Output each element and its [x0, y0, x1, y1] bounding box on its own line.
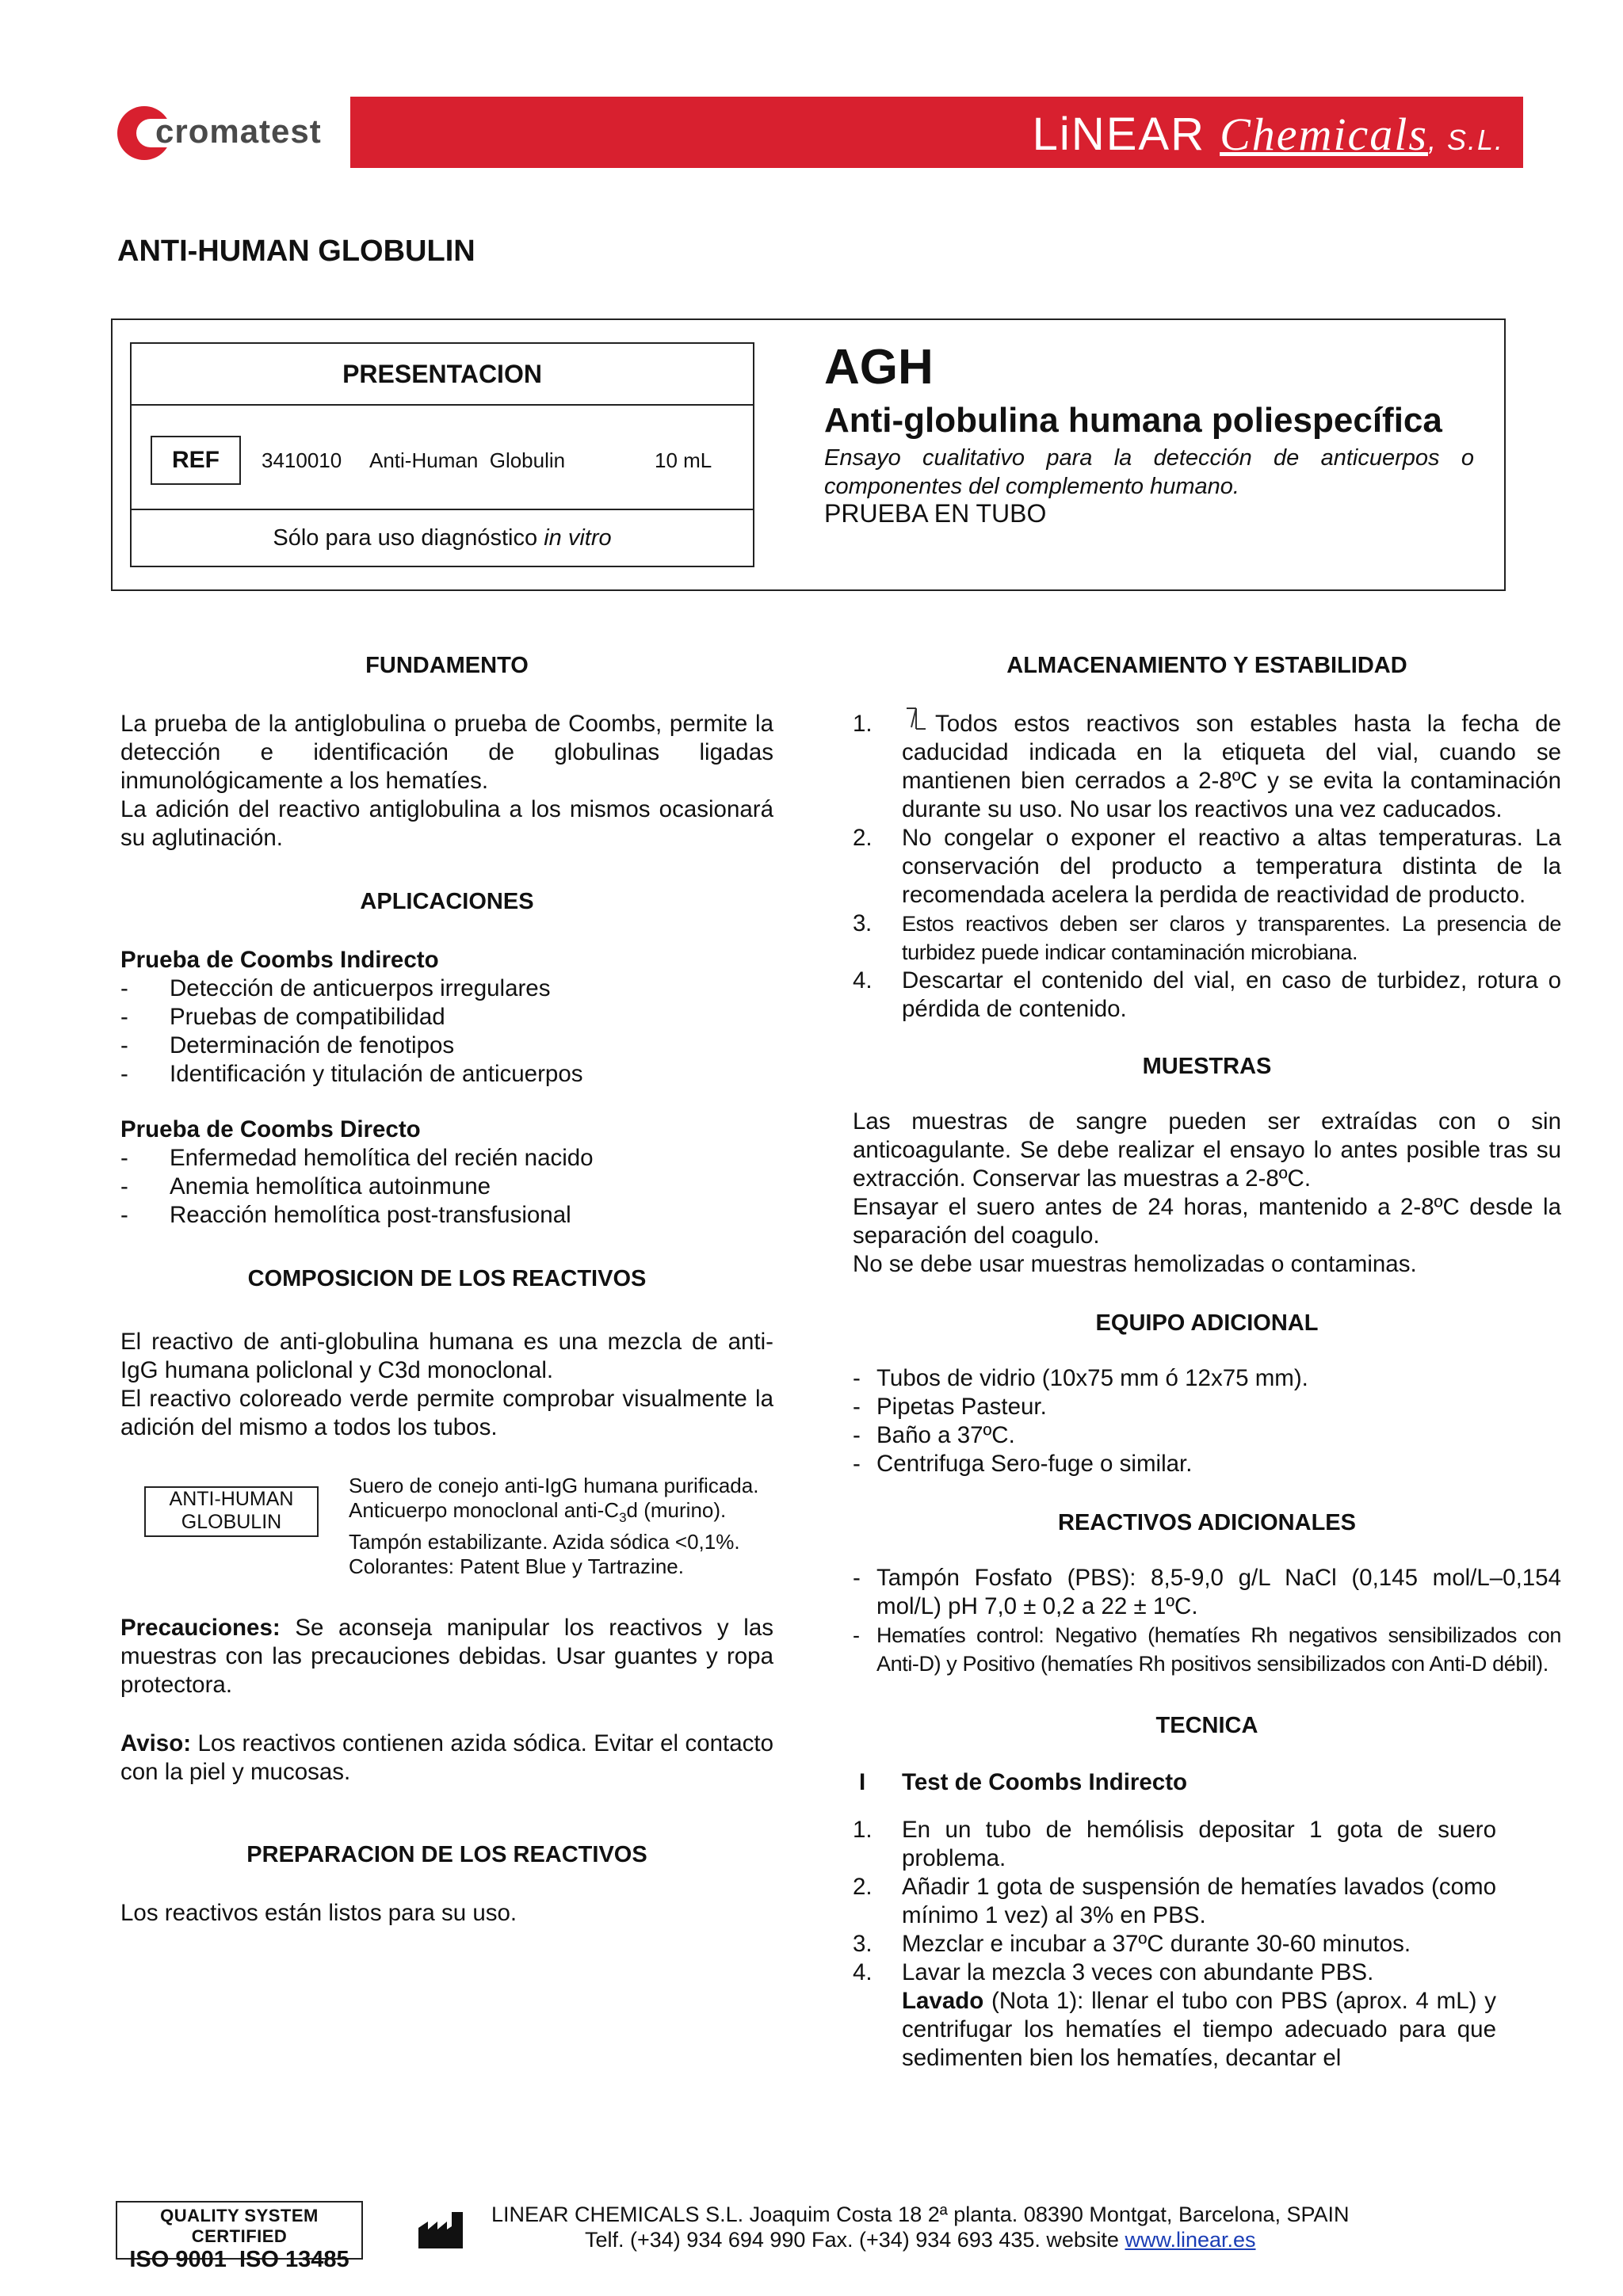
list-item: - Anemia hemolítica autoinmune [120, 1173, 491, 1199]
almacenamiento-list [853, 710, 1561, 1024]
reagent-label-box: ANTI-HUMAN GLOBULIN [144, 1486, 319, 1537]
ref-label: REF [151, 436, 241, 485]
manufacturer-icon [417, 2210, 466, 2250]
list-item: - Identificación y titulación de anticuerpos [120, 1061, 583, 1087]
product-name: Anti-globulina humana poliespecífica [824, 401, 1442, 440]
reactivos-list [853, 1564, 1561, 1678]
muestras-paragraph-2: Ensayar el suero antes de 24 horas, mantenido a 2-8ºC desde la separación del coagulo. [853, 1194, 1561, 1249]
list-item: 4. Lavar la mezcla 3 veces con abundante PBS. [853, 1959, 1374, 1985]
list-item: 3. Estos reactivos deben ser claros y transparentes. La presencia de turbidez puede indicar contaminación microbiana. [853, 910, 1561, 964]
list-item: - Reacción hemolítica post-transfusional [120, 1202, 571, 1228]
ref-code: 3410010 [262, 448, 342, 472]
coombs-directo-title: Prueba de Coombs Directo [120, 1116, 421, 1142]
list-item: 4. Descartar el contenido del vial, en caso de turbidez, rotura o pérdida de contenido. [853, 967, 1561, 1022]
directo-list [120, 1144, 773, 1230]
precauciones-paragraph: Precauciones: Se aconseja manipular los reactivos y las muestras con las precauciones debidas. Usar guantes y ropa protectora. [120, 1615, 773, 1699]
section-equipo-title: EQUIPO ADICIONAL [1095, 1310, 1319, 1336]
composicion-paragraph-1: El reactivo de anti-globulina humana es una mezcla de anti-IgG humana policlonal y C3d monoclonal. [120, 1329, 773, 1383]
list-item: - Tubos de vidrio (10x75 mm ó 12x75 mm). [853, 1365, 1308, 1391]
cromatest-logo-text: cromatest [155, 113, 322, 150]
list-item: - Detección de anticuerpos irregulares [120, 975, 551, 1001]
list-item: 1. En un tubo de hemólisis depositar 1 gota de suero problema. [853, 1817, 1496, 1871]
list-item: - Tampón Fosfato (PBS): 8,5-9,0 g/L NaCl (0,145 mol/L–0,154 mol/L) pH 7,0 ± 0,2 a 22 ± 1ºC. [853, 1565, 1561, 1619]
muestras-paragraph-1: Las muestras de sangre pueden ser extraídas con o sin anticoagulante. Se debe realizar el ensayo lo antes posible tras su extracción. Conservar las muestras a 2-8ºC. [853, 1108, 1561, 1192]
section-aplicaciones-title: APLICACIONES [360, 889, 534, 914]
linear-word: LiNEAR [1032, 109, 1205, 160]
left-column [120, 651, 773, 1928]
equipo-list [853, 1364, 1561, 1478]
fundamento-paragraph-2: La adición del reactivo antiglobulina a los mismos ocasionará su aglutinación. [120, 796, 773, 851]
preparacion-paragraph: Los reactivos están listos para su uso. [120, 1900, 517, 1927]
list-item: - Pruebas de compatibilidad [120, 1004, 445, 1030]
quality-certification-badge: QUALITY SYSTEM CERTIFIED ISO 9001 ISO 13485 [116, 2201, 363, 2260]
list-item: - Determinación de fenotipos [120, 1032, 455, 1058]
comp-desc-4: Colorantes: Patent Blue y Tartrazine. [349, 1554, 684, 1579]
linear-chemicals-banner [350, 97, 1523, 168]
muestras-paragraph-3: No se debe usar muestras hemolizadas o contaminas. [853, 1251, 1417, 1277]
section-muestras-title: MUESTRAS [1142, 1054, 1272, 1079]
fundamento-paragraph-1: La prueba de la antiglobulina o prueba de Coombs, permite la detección e identificación de globulinas ligadas inmunológicamente a los hematíes. [120, 711, 773, 794]
section-composicion-title: COMPOSICION DE LOS REACTIVOS [247, 1266, 647, 1291]
linear-chemicals-logo [1033, 108, 1504, 161]
tecnica-subtitle: I Test de Coombs Indirecto [859, 1769, 1188, 1795]
list-item: 2. No congelar o exponer el reactivo a altas temperaturas. La conservación del producto a temperatura distinta de la recomendada acelera la perdida de reactividad de producto. [853, 825, 1561, 908]
list-item: 1. Todos estos reactivos son estables hasta la fecha de caducidad indicada en la etiqueta del vial, cuando se mantienen bien cerrados a 2-8ºC y se evita la contaminación durante su uso. No usar los reactivos una vez caducados. [853, 710, 1561, 824]
list-item: - Enfermedad hemolítica del recién nacido [120, 1145, 594, 1171]
section-almacenamiento-title: ALMACENAMIENTO Y ESTABILIDAD [1006, 653, 1407, 678]
presentation-ref-row [132, 406, 753, 510]
section-reactivos-title: REACTIVOS ADICIONALES [1058, 1510, 1356, 1535]
ref-volume: 10 mL [655, 448, 712, 472]
comp-desc-2: Anticuerpo monoclonal anti-$C_3d$ (murino). [349, 1498, 727, 1526]
test-type: PRUEBA EN TUBO [824, 499, 1047, 528]
document-title: ANTI-HUMAN GLOBULIN [117, 235, 475, 268]
list-item: - Baño a 37ºC. [853, 1422, 1015, 1448]
list-item: - Pipetas Pasteur. [853, 1394, 1047, 1420]
presentation-heading: PRESENTACION [132, 344, 753, 406]
comp-desc-3: Tampón estabilizante. Azida sódica <0,1%. [349, 1530, 740, 1554]
comp-desc-1: Suero de conejo anti-IgG humana purificada. [349, 1474, 759, 1497]
chemicals-word: Chemicals [1220, 109, 1428, 160]
website-link[interactable]: www.linear.es [1125, 2228, 1256, 2252]
composicion-description [349, 1474, 773, 1579]
aviso-paragraph: Aviso: Los reactivos contienen azida sódica. Evitar el contacto con la piel y mucosas. [120, 1730, 773, 1786]
list-item: 3. Mezclar e incubar a 37ºC durante 30-60 minutos. [853, 1931, 1411, 1957]
indirecto-list [120, 974, 773, 1089]
product-code: AGH [824, 340, 934, 395]
section-preparacion-title: PREPARACION DE LOS REACTIVOS [246, 1842, 647, 1868]
temperature-limit-icon [903, 705, 932, 732]
coombs-indirecto-title: Prueba de Coombs Indirecto [120, 947, 439, 973]
list-item: - Hematíes control: Negativo (hematíes Rh negativos sensibilizados con Anti-D) y Positivo (hematíes Rh positivos sensibilizados con Anti-D débil). [853, 1623, 1561, 1676]
company-contact: Telf. (+34) 934 694 990 Fax. (+34) 934 693 435. website www.linear.es [585, 2228, 1256, 2252]
company-address: LINEAR CHEMICALS S.L. Joaquim Costa 18 2ª planta. 08390 Montgat, Barcelona, SPAIN [491, 2203, 1350, 2226]
presentation-box [130, 342, 754, 567]
lavado-paragraph: Lavado (Nota 1): llenar el tubo con PBS (aprox. 4 mL) y centrifugar los hematíes el tiempo adecuado para que sedimenten bien los hematíes, decantar el [902, 1988, 1496, 2071]
list-item: - Centrifuga Sero-fuge o similar. [853, 1451, 1193, 1477]
product-description: Ensayo cualitativo para la detección de anticuerpos o componentes del complemento humano. [824, 445, 1474, 499]
sl-word: , S.L. [1427, 124, 1504, 156]
right-column [853, 651, 1561, 2073]
ref-product-name: Anti-Human Globulin [369, 448, 566, 472]
in-vitro-note: Sólo para uso diagnóstico in vitro [273, 524, 612, 551]
tecnica-list [853, 1816, 1496, 2073]
list-item: 2. Añadir 1 gota de suspensión de hematíes lavados (como mínimo 1 vez) al 3% en PBS. [853, 1874, 1496, 1928]
composicion-paragraph-2: El reactivo coloreado verde permite comprobar visualmente la adición del mismo a todos los tubos. [120, 1386, 773, 1440]
section-tecnica-title: TECNICA [1155, 1713, 1258, 1738]
section-fundamento-title: FUNDAMENTO [365, 653, 529, 678]
